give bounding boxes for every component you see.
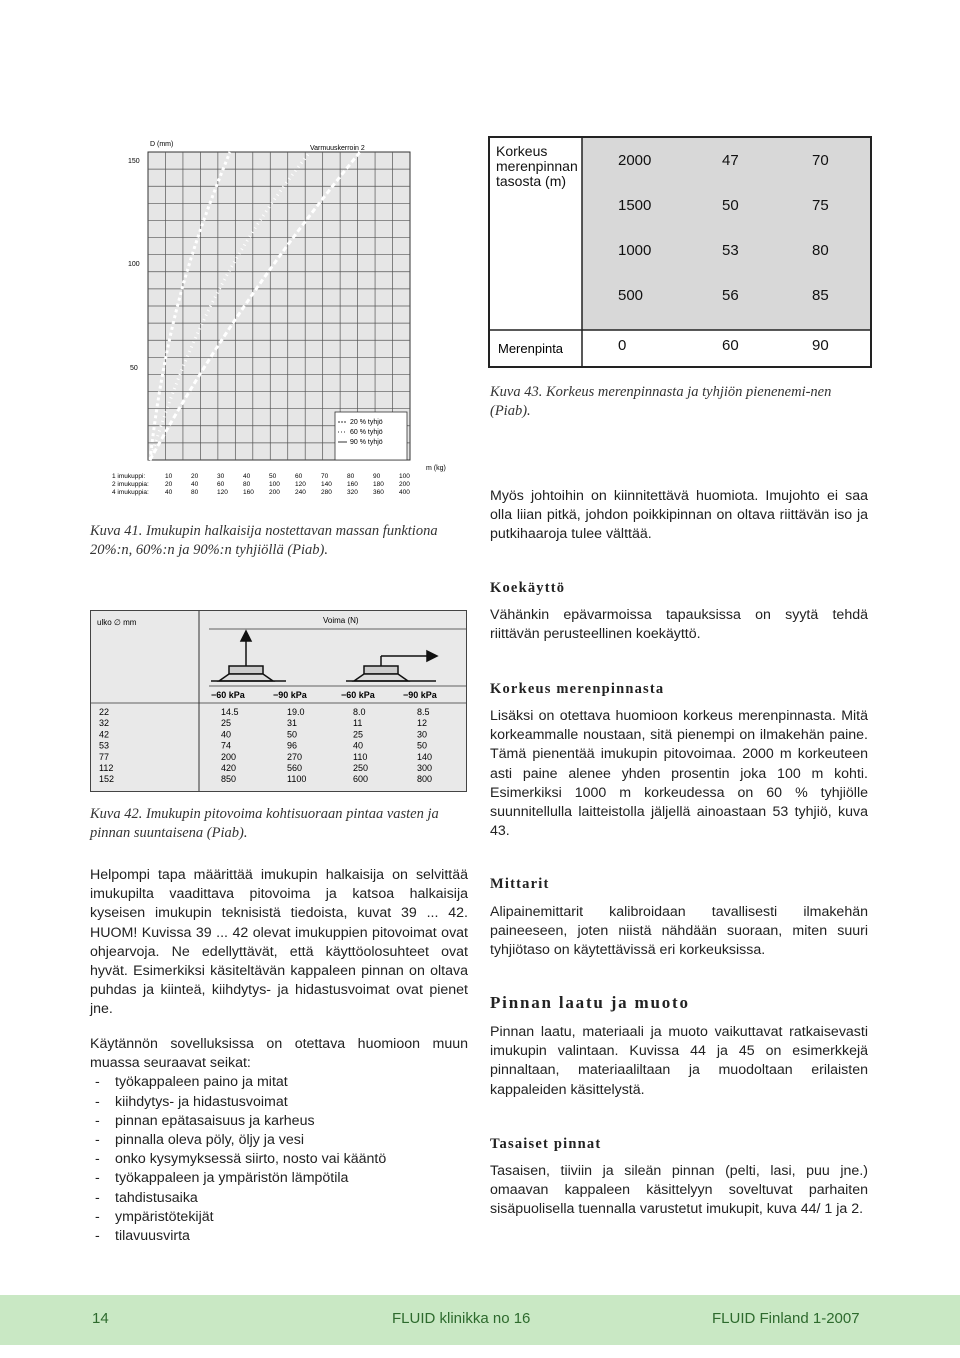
force-cell: 50	[287, 729, 298, 740]
force-cell: 25	[221, 718, 232, 729]
figure-42-caption: Kuva 42. Imukupin pitovoima kohtisuoraan pintaa vasten ja pinnan suuntaisena (Piab).	[90, 806, 439, 841]
x-tick-value: 10	[165, 473, 173, 480]
y-tick-100: 100	[128, 261, 140, 268]
list-item: - työkappaleen paino ja mitat	[90, 1073, 468, 1092]
pressure-2: −90 kPa	[273, 690, 307, 700]
force-cell: 200	[221, 751, 237, 762]
altitude-cell: 1000	[618, 242, 652, 259]
force-cell: 140	[417, 751, 433, 762]
force-cell: 11	[353, 718, 363, 729]
x-tick-value: 140	[321, 481, 332, 488]
mittarit-text: Alipainemittarit kalibroidaan tavallisesti ilmakehän paineeseen, joten niistä nähdään suoraan, miten suuri tyhjiötaso on käytettävissä eri korkeuksissa.	[490, 904, 868, 959]
list-item: - pinnalla oleva pöly, öljy ja vesi	[90, 1131, 468, 1150]
x-tick-value: 90	[373, 473, 381, 480]
x-tick-value: 40	[165, 489, 173, 496]
altitude-cell: 1500	[618, 197, 652, 214]
figure-43-caption: Kuva 43. Korkeus merenpinnasta ja tyhjiön pienenemi-nen (Piab).	[490, 384, 832, 419]
diameter-cell: 77	[99, 751, 110, 762]
vacuum-cell: 50	[722, 197, 739, 214]
y-tick-50: 50	[130, 365, 138, 372]
list-item: - pinnan epätasaisuus ja karheus	[90, 1112, 468, 1131]
considerations-list	[90, 1073, 468, 1246]
x-tick-value: 60	[295, 473, 303, 480]
vacuum-cell: 47	[722, 152, 739, 169]
force-cell: 31	[287, 718, 298, 729]
row-label-1: 1 imukuppi:	[112, 473, 146, 480]
altitude-cell: 0	[618, 337, 627, 354]
korkeus-text: Lisäksi on otettava huomioon korkeus merenpinnasta. Mitä korkeammalle noustaan, sitä pienempi on ilmakehän paine. Tämä pienentää imukupin pitovoimaa. 2000 m korkeuteen asti paine alenee yhden prosentin joka 100 m kohti. Esimerkiksi 1000 m korkeudessa on 60 % tyhjiölle suunnitellulla laitteistolla jäljellä ainoastaan 53 tyhjiö, kuva 43.	[490, 708, 868, 840]
diameter-cell: 22	[99, 707, 110, 717]
figure-43-table	[490, 138, 870, 366]
force-cell: 50	[417, 740, 428, 751]
curve-title: Varmuuskerroin 2	[310, 145, 365, 152]
x-tick-value: 240	[295, 489, 306, 496]
force-cell: 270	[287, 751, 303, 762]
list-item: - tahdistusaika	[90, 1189, 468, 1208]
force-cell: 8.0	[353, 707, 366, 717]
force-cell: 25	[353, 729, 364, 740]
x-tick-value: 80	[347, 473, 355, 480]
left-paragraph-1: Helpompi tapa määrittää imukupin halkaisija on selvittää imukupilta vaadittava pitovoima ja katsoa halkaisija kyseisen imukupin teknisistä tiedoista, kuvat 39 ... 42. HUOM! Kuvissa 39 ... 42 olevat imukuppien pitovoimat ovat ohjearvoja. Ne edellyttävät, että käyttöolosuhteet ovat hyvät. Esimerkiksi käsiteltävän kappaleen pinnan on oltava puhdas ja kiinteä, kiihdytys- ja hidastusvoimat ovat pienet jne.	[90, 867, 468, 1018]
force-cell: 250	[353, 763, 369, 773]
heading-mittarit: Mittarit	[490, 876, 550, 892]
diameter-cell: 32	[99, 718, 110, 729]
heading-tasaiset: Tasaiset pinnat	[490, 1136, 602, 1152]
force-cell: 1100	[287, 774, 307, 785]
footer-issue: FLUID Finland 1-2007	[712, 1310, 860, 1327]
figure-42	[90, 610, 467, 792]
vacuum-cell: 60	[722, 337, 739, 354]
diameter-cell: 152	[99, 774, 115, 785]
force-cell: 19.0	[287, 707, 305, 717]
force-label: Voima (N)	[323, 616, 359, 625]
x-tick-value: 280	[321, 489, 332, 496]
vacuum-cell: 56	[722, 287, 739, 304]
figure-41-chart	[110, 130, 455, 500]
altitude-cell: 500	[618, 287, 644, 304]
force-cell: 560	[287, 763, 303, 773]
percent-cell: 90	[812, 337, 829, 354]
pressure-1: −60 kPa	[211, 690, 245, 700]
legend-90: 90 % tyhjö	[350, 439, 383, 446]
figure-41-caption: Kuva 41. Imukupin halkaisija nostettavan massan funktiona 20%:n, 60%:n ja 90%:n tyhjiöllä (Piab).	[90, 523, 438, 558]
altitude-cell: 2000	[618, 152, 652, 169]
force-cell: 850	[221, 774, 237, 785]
x-tick-value: 20	[165, 481, 173, 488]
x-tick-value: 160	[347, 481, 358, 488]
force-cell: 600	[353, 774, 369, 785]
x-tick-value: 70	[321, 473, 329, 480]
koekaytto-text: Vähänkin epävarmoissa tapauksissa on syytä tehdä riittävän perusteellinen koekäyttö.	[490, 607, 868, 643]
x-tick-value: 200	[269, 489, 280, 496]
percent-cell: 80	[812, 242, 829, 259]
left-section	[90, 1035, 468, 1246]
x-tick-value: 80	[243, 481, 251, 488]
vacuum-cell: 53	[722, 242, 739, 259]
x-tick-value: 40	[191, 481, 199, 488]
diameter-cell: 53	[99, 740, 110, 751]
x-tick-value: 80	[191, 489, 199, 496]
force-cell: 110	[353, 751, 368, 762]
list-item: - työkappaleen ja ympäristön lämpötila	[90, 1169, 468, 1188]
list-item: - kiihdytys- ja hidastusvoimat	[90, 1093, 468, 1112]
force-cell: 420	[221, 763, 237, 773]
force-cell: 30	[417, 729, 428, 740]
altitude-header: Korkeus merenpinnan tasosta (m)	[496, 144, 578, 189]
list-item: - tilavuusvirta	[90, 1227, 468, 1246]
x-tick-value: 40	[243, 473, 251, 480]
force-cell: 14.5	[221, 707, 239, 717]
x-tick-value: 120	[217, 489, 228, 496]
right-intro: Myös johtoihin on kiinnitettävä huomiota. Imujohto ei saa olla liian pitkä, johdon poikkipinnan on oltava riittävän iso ja putkihaaroja tulee välttää.	[490, 488, 868, 543]
y-axis-label: D (mm)	[150, 141, 174, 148]
x-tick-value: 160	[243, 489, 254, 496]
force-cell: 800	[417, 774, 433, 785]
heading-pinnan-laatu: Pinnan laatu ja muoto	[490, 993, 690, 1012]
legend-20: 20 % tyhjö	[350, 419, 383, 426]
diameter-cell: 42	[99, 729, 110, 740]
figure-42-diagram	[91, 611, 466, 791]
x-tick-value: 320	[347, 489, 358, 496]
pinnan-laatu-text: Pinnan laatu, materiaali ja muoto vaikuttavat ratkaisevasti imukupin valintaan. Kuvissa 44 ja 45 on esimerkkejä pinnaltaan, materiaaliltaan ja muodoltaan erilaisten kappaleiden käsittelystä.	[490, 1024, 868, 1098]
heading-korkeus: Korkeus merenpinnasta	[490, 681, 665, 697]
figure-43	[488, 136, 872, 368]
list-item: - onko kysymyksessä siirto, nosto vai kääntö	[90, 1150, 468, 1169]
force-cell: 40	[221, 729, 232, 740]
x-tick-value: 100	[399, 473, 410, 480]
percent-cell: 75	[812, 197, 829, 214]
force-cell: 12	[417, 718, 428, 729]
figure-41	[110, 130, 455, 500]
x-tick-value: 100	[269, 481, 280, 488]
pressure-4: −90 kPa	[403, 690, 437, 700]
x-tick-value: 20	[191, 473, 199, 480]
footer-publication: FLUID klinikka no 16	[392, 1310, 531, 1327]
tasaiset-text: Tasaisen, tiiviin ja sileän pinnan (pelti, lasi, puu jne.) omaavan kappaleen käsittelyyn soveltuvat parhaiten sisäpuolisella tuennalla varustetut imukupit, kuva 44/ 1 ja 2.	[490, 1163, 868, 1218]
vertical-pull-icon	[211, 631, 286, 681]
page-footer	[0, 1295, 960, 1345]
percent-cell: 85	[812, 287, 829, 304]
x-tick-value: 200	[399, 481, 410, 488]
x-tick-value: 360	[373, 489, 384, 496]
row-label-2: 2 imukuppia:	[112, 481, 149, 488]
diameter-cell: 112	[99, 763, 114, 773]
x-tick-value: 50	[269, 473, 277, 480]
pressure-3: −60 kPa	[341, 690, 375, 700]
page-number: 14	[92, 1310, 109, 1327]
shear-pull-icon	[346, 651, 437, 681]
force-cell: 300	[417, 763, 433, 773]
x-unit: m (kg)	[426, 465, 446, 472]
x-tick-value: 120	[295, 481, 306, 488]
col-label: ulko ∅ mm	[97, 618, 137, 627]
sea-level-label: Merenpinta	[498, 341, 564, 356]
x-tick-value: 60	[217, 481, 225, 488]
x-tick-value: 400	[399, 489, 410, 496]
force-cell: 96	[287, 740, 298, 751]
force-cell: 40	[353, 740, 364, 751]
force-cell: 74	[221, 740, 232, 751]
heading-koekaytto: Koekäyttö	[490, 580, 566, 596]
x-tick-value: 30	[217, 473, 225, 480]
legend-60: 60 % tyhjö	[350, 429, 383, 436]
left-paragraph-2: Käytännön sovelluksissa on otettava huomioon muun muassa seuraavat seikat:	[90, 1036, 468, 1072]
list-item: - ympäristötekijät	[90, 1208, 468, 1227]
x-tick-value: 180	[373, 481, 384, 488]
row-label-4: 4 imukuppia:	[112, 489, 149, 496]
force-cell: 8.5	[417, 707, 430, 717]
y-tick-150: 150	[128, 158, 140, 165]
percent-cell: 70	[812, 152, 829, 169]
